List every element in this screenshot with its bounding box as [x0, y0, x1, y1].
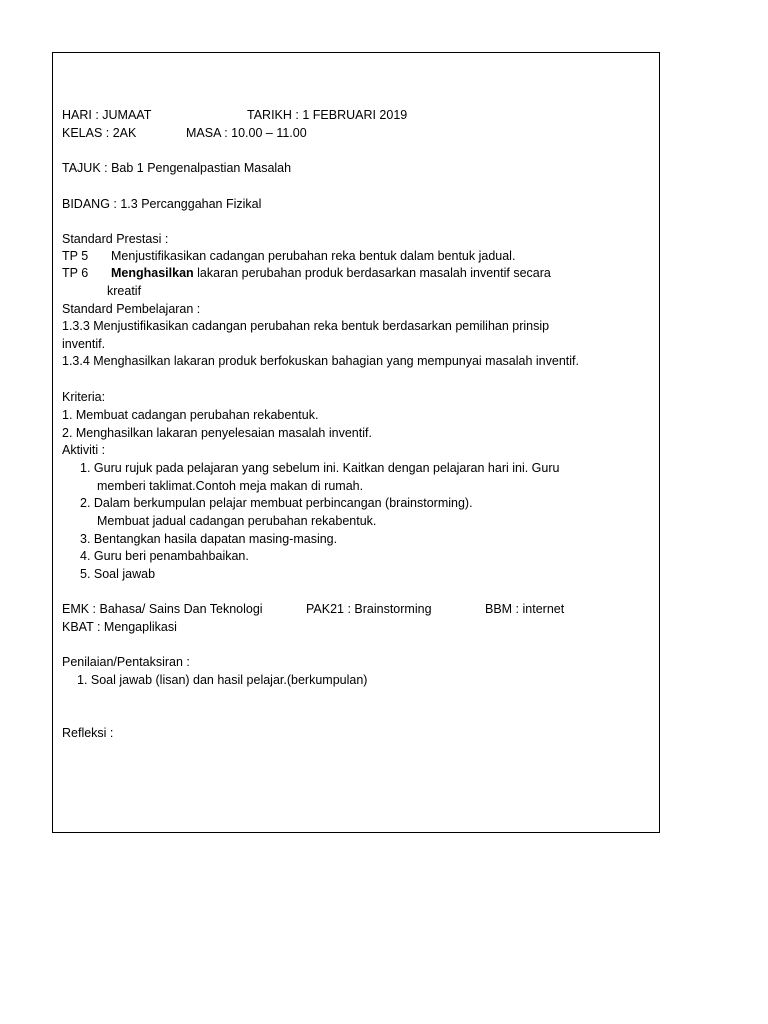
- penilaian-heading: Penilaian/Pentaksiran :: [62, 655, 190, 669]
- standard-pembelajaran-heading: Standard Pembelajaran :: [62, 302, 201, 316]
- penilaian-item: 1. Soal jawab (lisan) dan hasil pelajar.(berkumpulan): [77, 673, 368, 687]
- kriteria-heading: Kriteria:: [62, 390, 106, 404]
- kriteria-item: 1. Membuat cadangan perubahan rekabentuk.: [62, 408, 319, 422]
- aktiviti-line: 1. Guru rujuk pada pelajaran yang sebelum ini. Kaitkan dengan pelajaran hari ini. Guru: [80, 461, 560, 475]
- tp5-text: Menjustifikasikan cadangan perubahan reka bentuk dalam bentuk jadual.: [111, 249, 516, 263]
- bbm-text: BBM : internet: [485, 602, 565, 616]
- aktiviti-line: 5. Soal jawab: [80, 567, 156, 581]
- tarikh-text: TARIKH : 1 FEBRUARI 2019: [247, 108, 408, 122]
- pak21-text: PAK21 : Brainstorming: [306, 602, 432, 616]
- hari-text: HARI : JUMAAT: [62, 108, 152, 122]
- masa-text: MASA : 10.00 – 11.00: [186, 126, 307, 140]
- kriteria-item: 2. Menghasilkan lakaran penyelesaian masalah inventif.: [62, 426, 372, 440]
- refleksi-heading: Refleksi :: [62, 726, 114, 740]
- tajuk-text: TAJUK : Bab 1 Pengenalpastian Masalah: [62, 161, 292, 175]
- standard-prestasi-heading: Standard Prestasi :: [62, 232, 169, 246]
- tp6-code: TP 6: [62, 266, 89, 280]
- aktiviti-line: 2. Dalam berkumpulan pelajar membuat perbincangan (brainstorming).: [80, 496, 473, 510]
- emk-text: EMK : Bahasa/ Sains Dan Teknologi: [62, 602, 263, 616]
- aktiviti-line: memberi taklimat.Contoh meja makan di rumah.: [97, 479, 364, 493]
- tp6-continuation: kreatif: [107, 284, 142, 298]
- tp6-bold-text: Menghasilkan: [111, 266, 194, 280]
- tp5-code: TP 5: [62, 249, 89, 263]
- aktiviti-line: Membuat jadual cadangan perubahan rekabentuk.: [97, 514, 377, 528]
- kelas-text: KELAS : 2AK: [62, 126, 137, 140]
- kbat-text: KBAT : Mengaplikasi: [62, 620, 177, 634]
- tp6-line: [111, 266, 551, 281]
- bidang-text: BIDANG : 1.3 Percanggahan Fizikal: [62, 197, 262, 211]
- aktiviti-line: 4. Guru beri penambahbaikan.: [80, 549, 249, 563]
- sp-line-2: 1.3.4 Menghasilkan lakaran produk berfokuskan bahagian yang mempunyai masalah inventif.: [62, 354, 579, 368]
- aktiviti-line: 3. Bentangkan hasila dapatan masing-masing.: [80, 532, 338, 546]
- sp-line-1-cont: inventif.: [62, 337, 106, 351]
- aktiviti-heading: Aktiviti :: [62, 443, 106, 457]
- sp-line-1: 1.3.3 Menjustifikasikan cadangan perubahan reka bentuk berdasarkan pemilihan prinsip: [62, 319, 550, 333]
- tp6-text: lakaran perubahan produk berdasarkan masalah inventif secara: [193, 266, 551, 280]
